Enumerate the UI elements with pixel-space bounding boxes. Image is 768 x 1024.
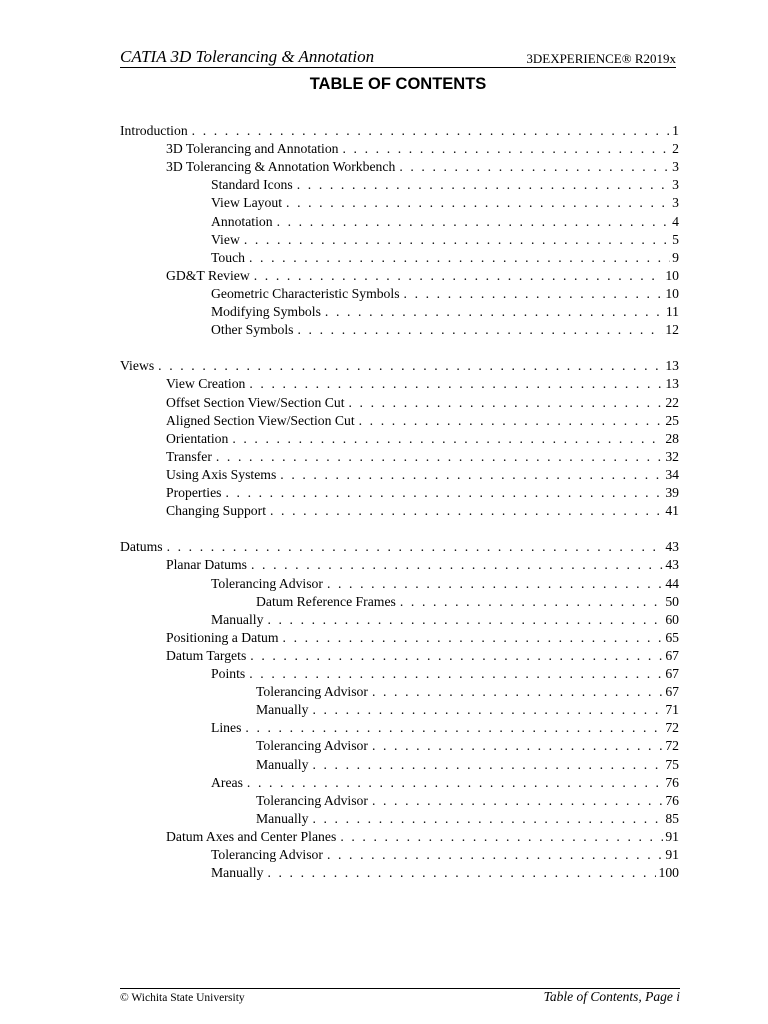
toc-entry[interactable] <box>166 502 679 520</box>
toc-entry-page: 28 <box>665 430 679 446</box>
dot-leader <box>249 249 670 267</box>
toc-entry[interactable] <box>211 176 679 194</box>
toc-entry-label: Tolerancing Advisor <box>256 792 368 808</box>
toc-entry[interactable] <box>166 647 679 665</box>
toc-entry[interactable] <box>211 774 679 792</box>
toc-entry-page: 1 <box>672 123 679 138</box>
dot-leader <box>327 575 663 593</box>
toc-entry-page: 10 <box>665 285 679 301</box>
toc-entry-page: 75 <box>665 756 679 772</box>
dot-leader <box>286 194 670 212</box>
toc-entry-label: Manually <box>256 810 309 826</box>
toc-entry-page: 76 <box>665 792 679 808</box>
toc-entry[interactable] <box>211 665 679 683</box>
toc-entry-label: Properties <box>166 485 222 500</box>
dot-leader <box>325 303 664 321</box>
dot-leader <box>298 321 664 339</box>
toc-entry-label: Planar Datums <box>166 557 247 573</box>
toc-entry-page: 91 <box>665 847 679 862</box>
toc-entry-page: 25 <box>665 412 679 428</box>
dot-leader <box>232 430 663 448</box>
header-divider <box>120 67 676 68</box>
dot-leader <box>372 737 663 755</box>
toc-entry[interactable] <box>166 412 679 430</box>
toc-entry-label: Datum Targets <box>166 647 247 663</box>
dot-leader <box>226 484 664 502</box>
toc-entry-label: Manually <box>256 756 309 772</box>
toc-entry-page: 12 <box>665 322 679 338</box>
toc-entry[interactable] <box>256 756 679 774</box>
dot-leader <box>399 158 670 176</box>
toc-entry-page: 32 <box>665 448 679 464</box>
toc-entry-page: 43 <box>665 557 679 573</box>
toc-entry-label: Positioning a Datum <box>166 629 279 645</box>
dot-leader <box>270 502 663 520</box>
toc-entry-page: 100 <box>658 865 679 881</box>
dot-leader <box>280 466 663 484</box>
dot-leader <box>244 231 670 249</box>
dot-leader <box>245 719 663 737</box>
toc-entry-label: Geometric Characteristic Symbols <box>211 285 400 301</box>
toc-entry-page: 67 <box>665 666 679 681</box>
toc-entry-label: View Layout <box>211 195 283 211</box>
toc-entry-page: 39 <box>665 485 679 500</box>
toc-entry-page: 67 <box>665 647 679 663</box>
toc-entry-page: 65 <box>665 629 679 645</box>
toc-entry-page: 13 <box>665 376 679 392</box>
toc-entry[interactable] <box>211 249 679 267</box>
toc-entry[interactable] <box>256 810 679 828</box>
toc-entry-label: Transfer <box>166 448 212 464</box>
dot-leader <box>247 774 663 792</box>
toc-entry[interactable] <box>256 792 679 810</box>
dot-leader <box>249 375 663 393</box>
toc-entry-label: Lines <box>211 720 242 736</box>
dot-leader <box>327 846 663 864</box>
dot-leader <box>250 647 663 665</box>
toc-entry-page: 72 <box>665 720 679 736</box>
dot-leader <box>312 701 663 719</box>
toc-entry[interactable] <box>211 231 679 249</box>
toc-entry-page: 3 <box>672 195 679 211</box>
toc-entry[interactable] <box>166 484 679 502</box>
toc-entry-label: Aligned Section View/Section Cut <box>166 412 355 428</box>
toc-entry-label: Points <box>211 666 246 681</box>
toc-entry-page: 44 <box>665 575 679 591</box>
toc-entry[interactable] <box>166 466 679 484</box>
dot-leader <box>312 810 663 828</box>
toc-entry-label: Annotation <box>211 213 273 229</box>
dot-leader <box>277 213 671 231</box>
toc-entry[interactable] <box>166 828 679 846</box>
toc-entry-page: 10 <box>665 267 679 283</box>
toc-entry-label: Tolerancing Advisor <box>211 575 323 591</box>
toc-entry-page: 34 <box>665 466 679 482</box>
toc-entry-label: Changing Support <box>166 503 266 519</box>
toc-entry-label: Datum Axes and Center Planes <box>166 828 337 844</box>
toc-entry[interactable] <box>166 140 679 158</box>
toc-entry-page: 60 <box>665 611 679 627</box>
toc-entry[interactable] <box>211 285 679 303</box>
toc-entry[interactable] <box>256 737 679 755</box>
dot-leader <box>249 665 663 683</box>
dot-leader <box>400 593 663 611</box>
toc-entry-label: Modifying Symbols <box>211 304 321 319</box>
toc-entry-page: 67 <box>665 684 679 700</box>
toc-entry-label: Areas <box>211 774 243 790</box>
toc-entry-label: 3D Tolerancing & Annotation Workbench <box>166 159 396 175</box>
toc-entry-label: Tolerancing Advisor <box>256 684 368 700</box>
toc-entry-page: 9 <box>672 249 679 265</box>
dot-leader <box>267 864 656 882</box>
toc-entry[interactable] <box>211 194 679 212</box>
toc-entry-label: Other Symbols <box>211 322 294 338</box>
copyright-notice: © Wichita State University <box>120 992 245 1004</box>
toc-entry-label: GD&T Review <box>166 267 250 283</box>
toc-entry[interactable] <box>166 267 679 285</box>
toc-entry[interactable] <box>211 846 679 864</box>
toc-entry-label: Manually <box>211 865 264 881</box>
dot-leader <box>343 140 671 158</box>
toc-entry[interactable] <box>166 430 679 448</box>
toc-entry-label: Touch <box>211 249 246 265</box>
dot-leader <box>192 122 670 140</box>
toc-entry[interactable] <box>211 864 679 882</box>
dot-leader <box>340 828 663 846</box>
toc-entry[interactable] <box>211 575 679 593</box>
toc-entry-label: Offset Section View/Section Cut <box>166 394 345 410</box>
dot-leader <box>404 285 664 303</box>
toc-entry[interactable] <box>211 213 679 231</box>
toc-entry-label: Views <box>120 358 155 374</box>
toc-entry-label: Datum Reference Frames <box>256 593 396 609</box>
toc-entry[interactable] <box>166 629 679 647</box>
toc-entry-page: 13 <box>665 358 679 374</box>
toc-entry-label: Tolerancing Advisor <box>211 847 323 862</box>
toc-entry-page: 3 <box>672 159 679 175</box>
page-title: TABLE OF CONTENTS <box>309 75 487 93</box>
dot-leader <box>167 538 664 556</box>
dot-leader <box>267 611 663 629</box>
toc-entry[interactable] <box>256 683 679 701</box>
toc-entry-label: Using Axis Systems <box>166 466 277 482</box>
dot-leader <box>372 792 663 810</box>
toc-entry[interactable] <box>120 122 679 140</box>
software-version: 3DEXPERIENCE® R2019x <box>526 51 676 66</box>
toc-entry-label: View <box>211 231 240 247</box>
footer-page-label: Table of Contents, Page i <box>543 989 680 1004</box>
toc-entry-page: 91 <box>665 828 679 844</box>
dot-leader <box>158 357 663 375</box>
toc-entry-page: 11 <box>665 304 679 319</box>
book-title: CATIA 3D Tolerancing & Annotation <box>120 47 375 66</box>
toc-entry[interactable] <box>211 321 679 339</box>
dot-leader <box>251 556 663 574</box>
toc-entry[interactable] <box>166 375 679 393</box>
dot-leader <box>283 629 664 647</box>
toc-entry[interactable] <box>166 556 679 574</box>
toc-entry[interactable] <box>211 303 679 321</box>
toc-entry[interactable] <box>211 611 679 629</box>
toc-entry-page: 76 <box>665 774 679 790</box>
toc-entry-page: 22 <box>665 394 679 410</box>
toc-entry-label: Standard Icons <box>211 177 293 193</box>
toc-entry[interactable] <box>256 701 679 719</box>
toc-entry[interactable] <box>120 538 679 556</box>
dot-leader <box>372 683 663 701</box>
toc-entry[interactable] <box>166 158 679 176</box>
toc-entry-label: Datums <box>120 539 163 555</box>
dot-leader <box>312 756 663 774</box>
toc-entry-page: 85 <box>665 810 679 826</box>
toc-entry-label: Orientation <box>166 430 229 446</box>
toc-entry-label: Manually <box>211 611 264 627</box>
toc-entry-page: 43 <box>665 539 679 555</box>
toc-entry[interactable] <box>211 719 679 737</box>
toc-entry-label: 3D Tolerancing and Annotation <box>166 141 339 157</box>
toc-entry-page: 72 <box>665 738 679 754</box>
toc-entry-page: 71 <box>665 702 679 718</box>
dot-leader <box>254 267 664 285</box>
dot-leader <box>297 176 670 194</box>
toc-entry-label: Manually <box>256 702 309 718</box>
dot-leader <box>359 412 664 430</box>
toc-entry[interactable] <box>166 448 679 466</box>
toc-entry-label: Introduction <box>120 123 188 138</box>
toc-entry-page: 4 <box>672 213 679 229</box>
toc-entry-page: 5 <box>672 231 679 247</box>
toc-entry-page: 41 <box>665 503 679 519</box>
dot-leader <box>216 448 663 466</box>
toc-entry[interactable] <box>166 394 679 412</box>
toc-entry[interactable] <box>256 593 679 611</box>
toc-entry-page: 50 <box>665 593 679 609</box>
toc-entry[interactable] <box>120 357 679 375</box>
toc-entry-page: 3 <box>672 177 679 193</box>
dot-leader <box>349 394 664 412</box>
toc-entry-label: View Creation <box>166 376 246 392</box>
toc-entry-label: Tolerancing Advisor <box>256 738 368 754</box>
toc-entry-page: 2 <box>672 141 679 157</box>
